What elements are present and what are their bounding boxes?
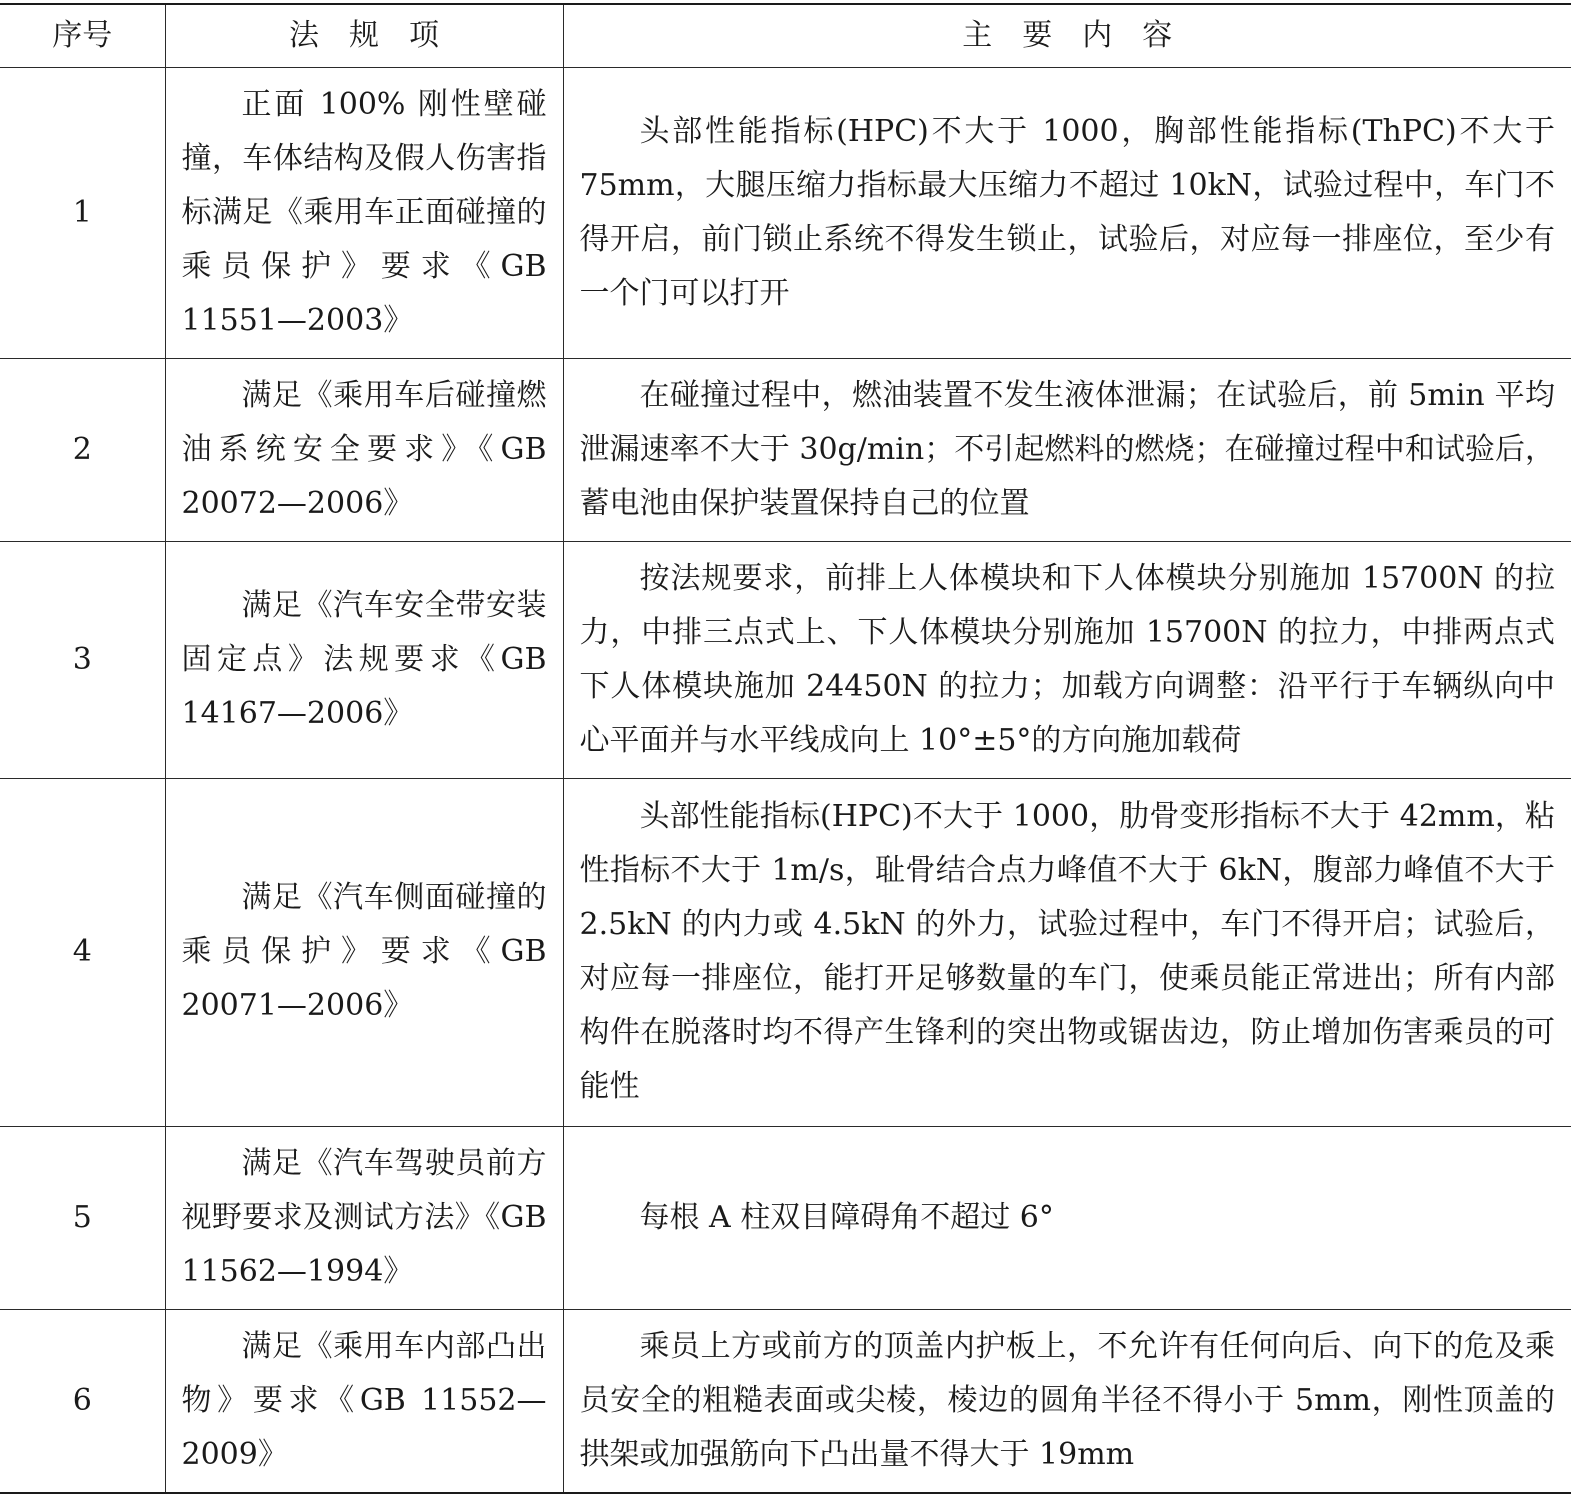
content-cell: 头部性能指标(HPC)不大于 1000，胸部性能指标(ThPC)不大于 75mm，大腿压缩力指标最大压缩力不超过 10kN，试验过程中，车门不得开启，前门锁止系统不得发生锁止，试验后，对应每一排座位，至少有一个门可以打开 (563, 67, 1571, 358)
regulation-cell: 满足《乘用车内部凸出物》要求《GB 11552—2009》 (165, 1309, 563, 1493)
table-row (0, 778, 1571, 1126)
content-cell: 在碰撞过程中，燃油装置不发生液体泄漏；在试验后，前 5min 平均泄漏速率不大于 30g/min；不引起燃料的燃烧；在碰撞过程中和试验后，蓄电池由保护装置保持自己的位置 (563, 358, 1571, 541)
header-regulation: 法 规 项 (165, 4, 563, 67)
header-content: 主 要 内 容 (563, 4, 1571, 67)
regulation-cell: 满足《乘用车后碰撞燃油系统安全要求》《GB 20072—2006》 (165, 358, 563, 541)
content-cell: 每根 A 柱双目障碍角不超过 6° (563, 1126, 1571, 1309)
table-row (0, 67, 1571, 358)
content-cell: 头部性能指标(HPC)不大于 1000，肋骨变形指标不大于 42mm，粘性指标不大于 1m/s，耻骨结合点力峰值不大于 6kN，腹部力峰值不大于 2.5kN 的内力或 4.5kN 的外力，试验过程中，车门不得开启；试验后，对应每一排座位，能打开足够数量的车门，使乘员能正常进出；所有内部构件在脱落时均不得产生锋利的突出物或锯齿边，防止增加伤害乘员的可能性 (563, 778, 1571, 1126)
header-number: 序号 (0, 4, 165, 67)
regulation-cell: 满足《汽车安全带安装固定点》法规要求《GB 14167—2006》 (165, 541, 563, 778)
row-number: 6 (0, 1309, 165, 1493)
regulation-cell: 满足《汽车驾驶员前方视野要求及测试方法》《GB 11562—1994》 (165, 1126, 563, 1309)
row-number: 4 (0, 778, 165, 1126)
table-row (0, 358, 1571, 541)
row-number: 3 (0, 541, 165, 778)
table-header (0, 4, 1571, 67)
regulations-table (0, 3, 1571, 1494)
row-number: 2 (0, 358, 165, 541)
row-number: 5 (0, 1126, 165, 1309)
table-body (0, 67, 1571, 1493)
header-row (0, 4, 1571, 67)
table-row (0, 541, 1571, 778)
row-number: 1 (0, 67, 165, 358)
table-row (0, 1309, 1571, 1493)
regulation-cell: 满足《汽车侧面碰撞的乘员保护》要求《GB 20071—2006》 (165, 778, 563, 1126)
content-cell: 乘员上方或前方的顶盖内护板上，不允许有任何向后、向下的危及乘员安全的粗糙表面或尖棱，棱边的圆角半径不得小于 5mm，刚性顶盖的拱架或加强筋向下凸出量不得大于 19mm (563, 1309, 1571, 1493)
table-row (0, 1126, 1571, 1309)
content-cell: 按法规要求，前排上人体模块和下人体模块分别施加 15700N 的拉力，中排三点式上、下人体模块分别施加 15700N 的拉力，中排两点式下人体模块施加 24450N 的拉力；加载方向调整：沿平行于车辆纵向中心平面并与水平线成向上 10°±5°的方向施加载荷 (563, 541, 1571, 778)
regulation-cell: 正面 100% 刚性壁碰撞，车体结构及假人伤害指标满足《乘用车正面碰撞的乘员保护》要求《GB 11551—2003》 (165, 67, 563, 358)
